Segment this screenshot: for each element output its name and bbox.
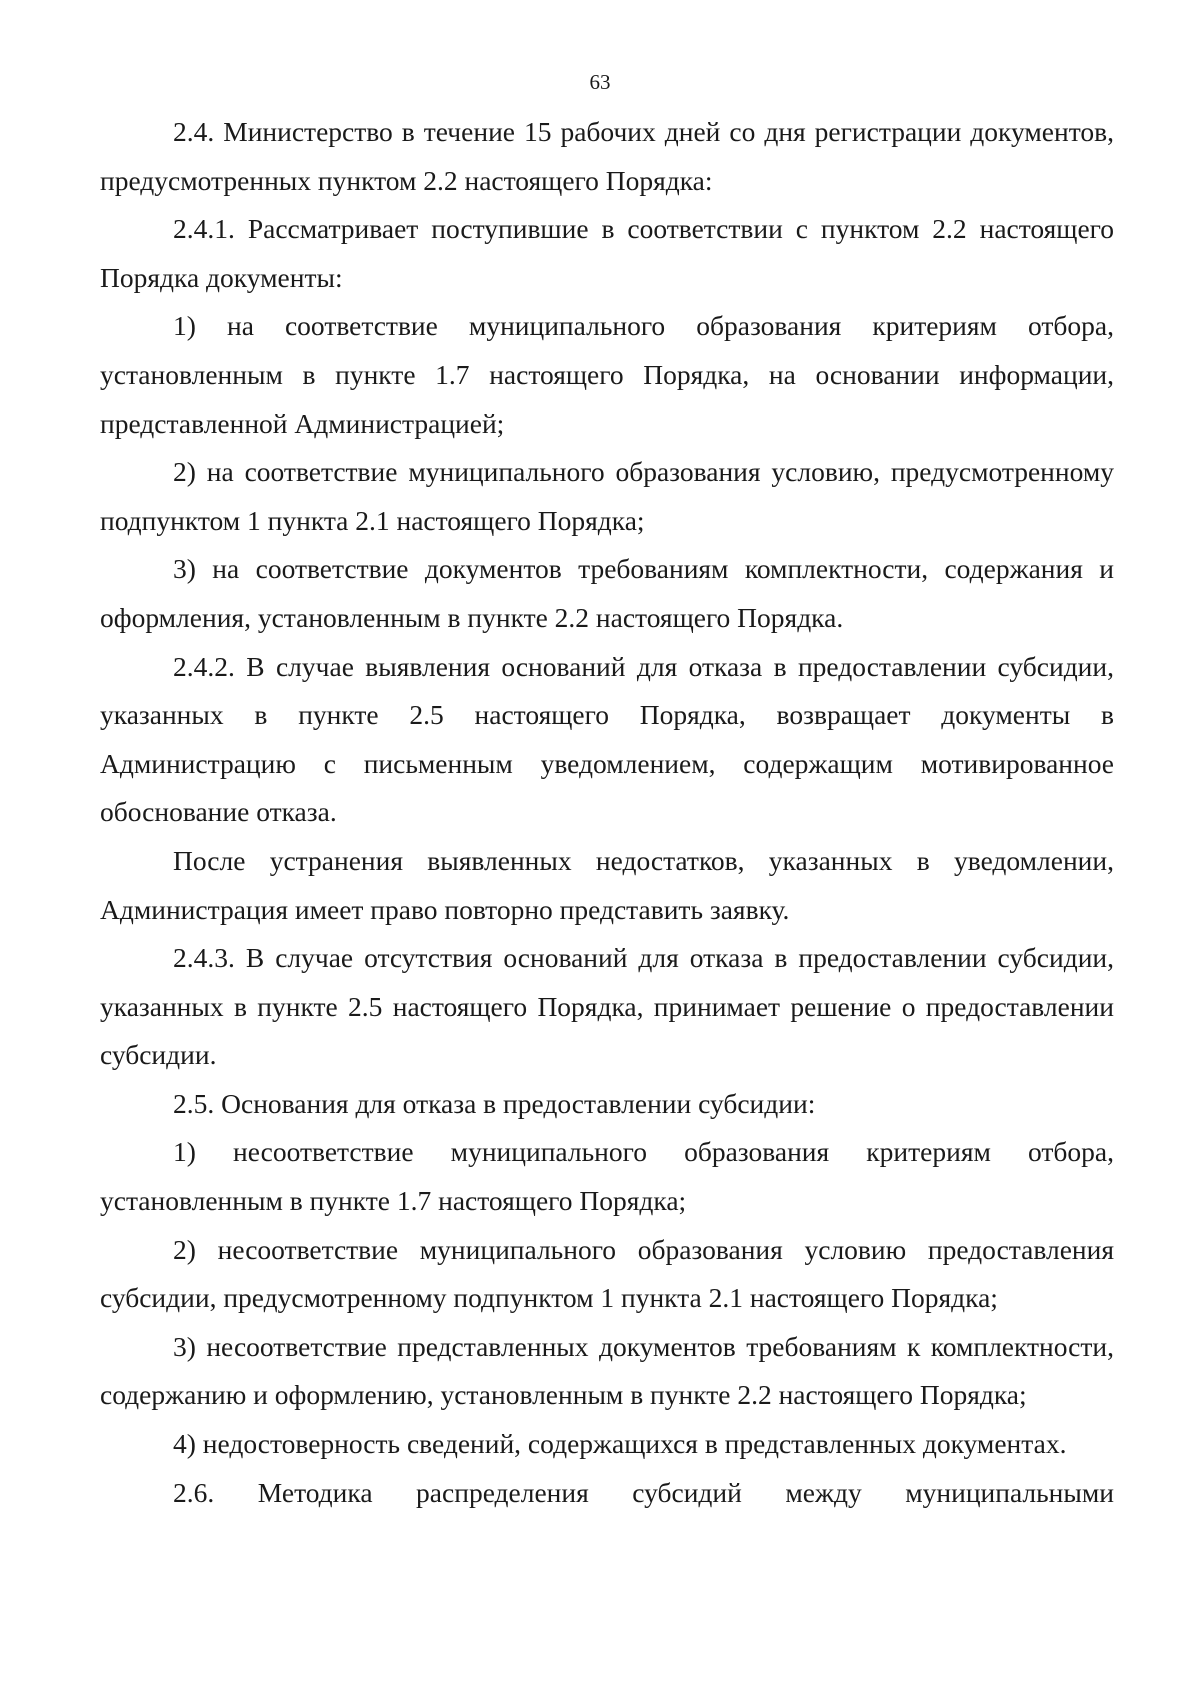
paragraph-2-4-3: 2.4.3. В случае отсутствия оснований для отказа в предоставлении субсидии, указанных в пункте 2.5 настоящего Порядка, принимает решение о предоставлении субсидии.	[100, 942, 1114, 1071]
paragraph-2-6: 2.6. Методика распределения субсидий между муниципальными	[173, 1476, 1114, 1508]
paragraph-2-4-2: 2.4.2. В случае выявления оснований для отказа в предоставлении субсидии, указанных в пункте 2.5 настоящего Порядка, возвращает документы в Администрацию с письменным уведомлением, содержащим мотивированное обоснование отказа.	[100, 650, 1114, 828]
paragraph-2-5-item-2: 2) несоответствие муниципального образования условию предоставления субсидии, предусмотренному подпунктом 1 пункта 2.1 настоящего Порядка;	[100, 1233, 1114, 1314]
paragraph-2-4-1-item-1: 1) на соответствие муниципального образования критериям отбора, установленным в пункте 1.7 настоящего Порядка, на основании информации, представленной Администрацией;	[100, 310, 1114, 439]
paragraph-resubmission: После устранения выявленных недостатков, указанных в уведомлении, Администрация имеет право повторно представить заявку.	[100, 844, 1114, 925]
document-body	[100, 108, 1114, 1517]
paragraph-2-4-1-item-3: 3) на соответствие документов требованиям комплектности, содержания и оформления, установленным в пункте 2.2 настоящего Порядка.	[100, 553, 1114, 633]
paragraph-2-4-1: 2.4.1. Рассматривает поступившие в соответствии с пунктом 2.2 настоящего Порядка документы:	[100, 213, 1114, 293]
page-number: 63	[589, 70, 611, 94]
paragraph-2-5-item-1: 1) несоответствие муниципального образования критериям отбора, установленным в пункте 1.7 настоящего Порядка;	[100, 1136, 1114, 1217]
paragraph-2-4: 2.4. Министерство в течение 15 рабочих дней со дня регистрации документов, предусмотренных пунктом 2.2 настоящего Порядка:	[100, 116, 1114, 196]
paragraph-2-5-item-4: 4) недостоверность сведений, содержащихся в представленных документах.	[173, 1428, 1067, 1460]
paragraph-2-5-item-3: 3) несоответствие представленных документов требованиям к комплектности, содержанию и оформлению, установленным в пункте 2.2 настоящего Порядка;	[100, 1330, 1114, 1411]
paragraph-2-4-1-item-2: 2) на соответствие муниципального образования условию, предусмотренному подпунктом 1 пункта 2.1 настоящего Порядка;	[100, 456, 1114, 536]
paragraph-2-5: 2.5. Основания для отказа в предоставлении субсидии:	[173, 1087, 816, 1119]
